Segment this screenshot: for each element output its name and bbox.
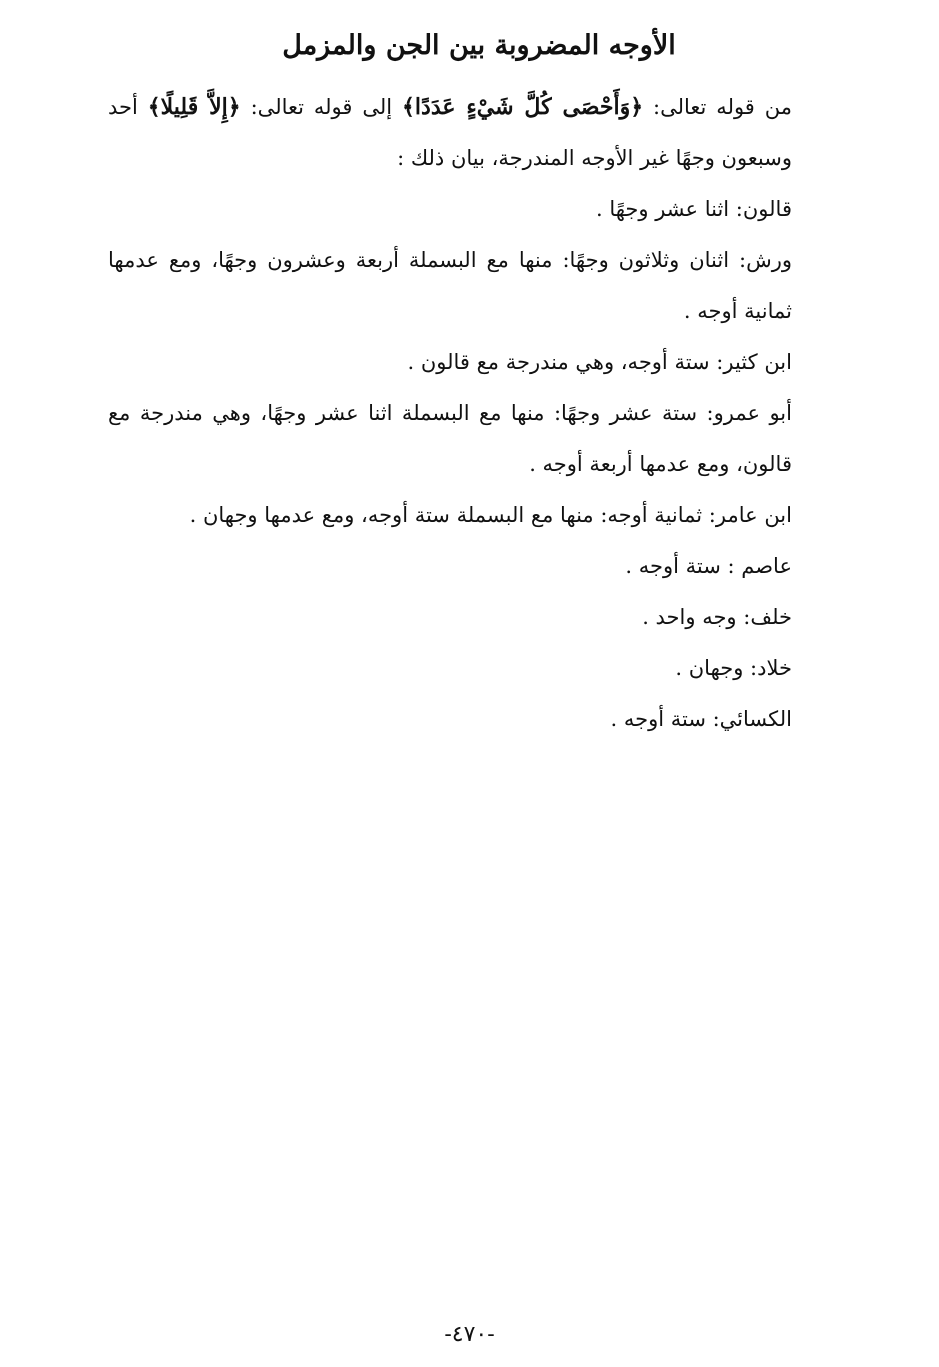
list-item: ابن كثير: ستة أوجه، وهي مندرجة مع قالون .: [407, 350, 792, 374]
list-item: عاصم : ستة أوجه .: [625, 554, 792, 578]
list-item: ابن عامر: ثمانية أوجه: منها مع البسملة ستة أوجه، ومع عدمها وجهان .: [189, 503, 792, 527]
page-title: الأوجه المضروبة بين الجن والمزمل: [282, 30, 676, 61]
list-item: أبو عمرو: ستة عشر وجهًا: منها مع البسملة اثنا عشر وجهًا، وهي مندرجة مع قالون، ومع عدمها أربعة أوجه .: [108, 401, 792, 476]
page-number: -٤٧٠-: [444, 1322, 495, 1347]
list-item: الكسائي: ستة أوجه .: [610, 707, 792, 731]
list-item: خلاد: وجهان .: [675, 656, 792, 680]
intro-prefix: من قوله تعالى:: [643, 95, 793, 119]
list-item: قالون: اثنا عشر وجهًا .: [595, 197, 792, 221]
list-item: خلف: وجه واحد .: [642, 605, 792, 629]
intro-paragraph: [108, 82, 850, 184]
verse-quote-1: ﴿وَأَحْصَى كُلَّ شَيْءٍ عَدَدًا﴾: [402, 94, 644, 120]
list-item: ورش: اثنان وثلاثون وجهًا: منها مع البسملة أربعة وعشرون وجهًا، ومع عدمها ثمانية أوجه .: [108, 248, 792, 323]
intro-middle: إلى قوله تعالى:: [240, 95, 403, 119]
intro-suffix: أحد وسبعون وجهًا غير الأوجه المندرجة، بيان ذلك :: [108, 95, 792, 170]
verse-quote-2: ﴿إِلاَّ قَلِيلًا﴾: [147, 94, 241, 120]
page-body: [108, 20, 850, 745]
